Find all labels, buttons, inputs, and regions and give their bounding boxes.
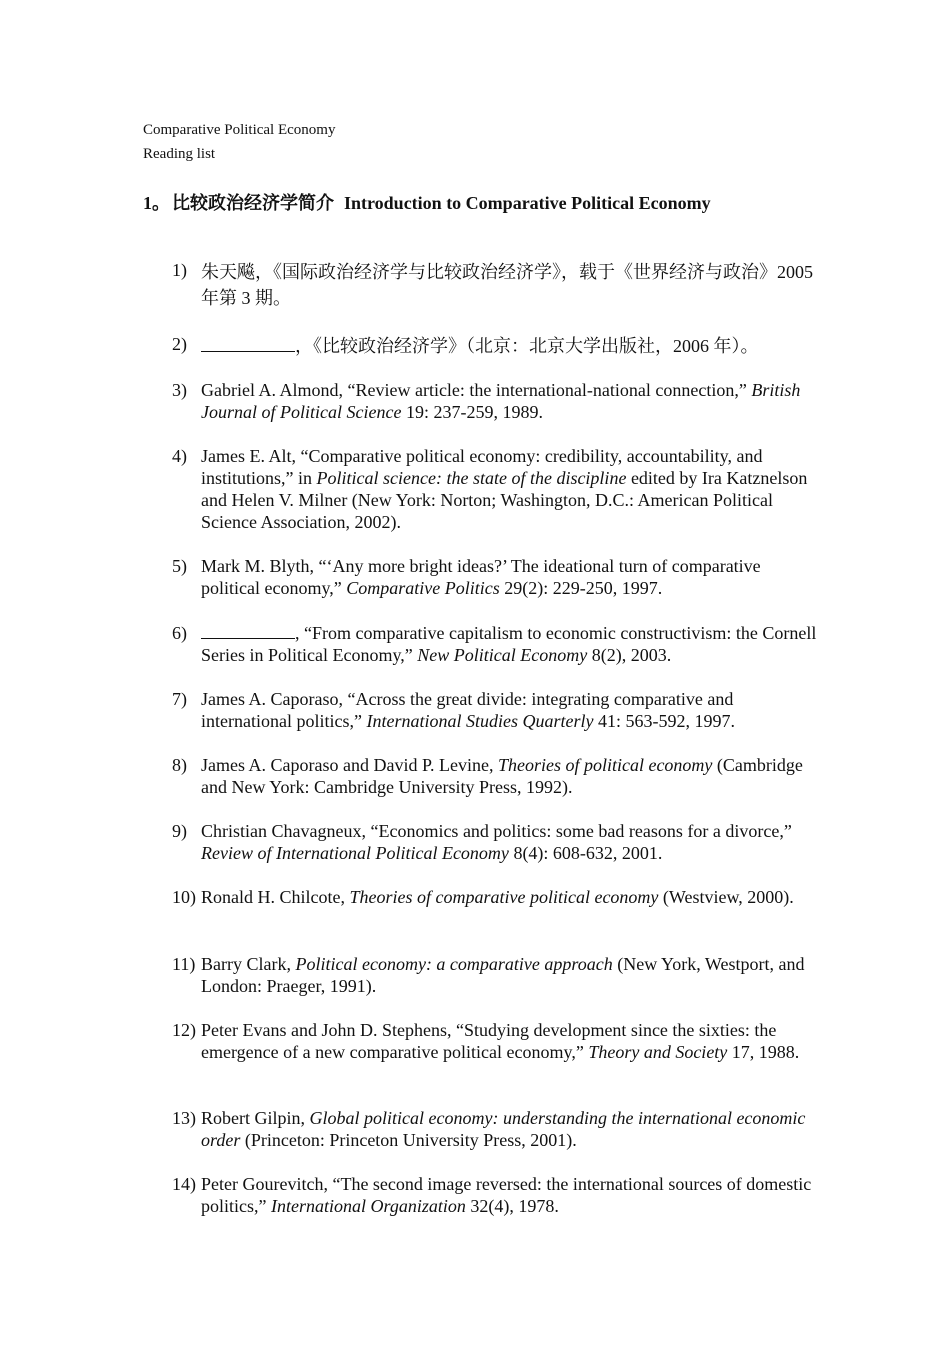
item-source: Theories of political economy (497, 755, 713, 775)
item-number: 7) (172, 689, 187, 709)
list-item (172, 886, 822, 908)
item-text-tail: edited by Ira Katznelson and Helen V. Milner (New York: Norton; Washington, D.C.: American Political Science Association, 2002). (201, 468, 808, 532)
list-item (172, 953, 822, 997)
item-text-tail: 8(2), 2003. (587, 645, 672, 665)
author-blank-line (201, 336, 295, 352)
item-text: Barry Clark, (201, 954, 296, 974)
section-number: 1。 (143, 193, 170, 213)
item-source: Political economy: a comparative approach (295, 954, 613, 974)
item-text: Christian Chavagneux, “Economics and politics: some bad reasons for a divorce,” (201, 821, 792, 841)
list-item (172, 1019, 822, 1063)
item-number: 11) (172, 954, 196, 974)
item-source: Review of International Political Economy (201, 843, 509, 863)
item-source: New Political Economy (417, 645, 588, 665)
course-title: Comparative Political Economy (143, 122, 336, 138)
list-item (172, 688, 822, 732)
item-body (201, 1019, 822, 1063)
item-body (201, 1173, 822, 1217)
list-item (172, 259, 822, 311)
item-number: 14) (172, 1174, 196, 1194)
list-subtitle: Reading list (143, 146, 216, 162)
item-text-tail: (Cambridge and New York: Cambridge University Press, 1992). (201, 755, 803, 797)
list-item (172, 622, 822, 666)
item-source: Theories of comparative political economy (349, 887, 659, 907)
item-text-tail: (New York, Westport, and London: Praeger, 1991). (201, 954, 805, 996)
item-text: James A. Caporaso, “Across the great divide: integrating comparative and international politics,” (201, 689, 734, 731)
item-text-tail: 8(4): 608-632, 2001. (508, 843, 663, 863)
author-blank-line (201, 623, 295, 639)
list-item (172, 1173, 822, 1217)
item-number: 8) (172, 755, 187, 775)
item-number: 9) (172, 821, 187, 841)
item-text-tail: (Princeton: Princeton University Press, 2001). (240, 1130, 577, 1150)
item-text-tail: 17, 1988. (727, 1042, 800, 1062)
item-source: Global political economy: understanding the international economic order (201, 1108, 806, 1150)
item-body (201, 886, 822, 908)
list-item (172, 555, 822, 599)
item-source: Theory and Society (588, 1042, 728, 1062)
list-item (172, 445, 822, 533)
item-body (201, 688, 822, 732)
item-source: British Journal of Political Science (201, 380, 801, 422)
item-text: Mark M. Blyth, “‘Any more bright ideas?’ The ideational turn of comparative political economy,” (201, 556, 761, 598)
list-item (172, 820, 822, 864)
item-body (201, 754, 822, 798)
item-text-tail: (Westview, 2000). (658, 887, 794, 907)
item-body (201, 379, 822, 423)
item-number: 4) (172, 446, 187, 466)
item-number: 2) (172, 334, 187, 354)
item-text: Peter Evans and John D. Stephens, “Studying development since the sixties: the emergence of a new comparative political economy,” (201, 1020, 777, 1062)
item-body (201, 1107, 822, 1151)
list-item (172, 333, 822, 359)
item-text: ，《比较政治经济学》（北京：北京大学出版社，2006 年）。 (295, 336, 759, 356)
item-body (201, 622, 822, 666)
section-title-zh: 比较政治经济学简介 (172, 193, 334, 213)
item-source: International Organization (271, 1196, 466, 1216)
item-number: 3) (172, 380, 187, 400)
section-title-en: Introduction to Comparative Political Economy (344, 193, 711, 213)
item-text: Robert Gilpin, (201, 1108, 310, 1128)
item-body (201, 445, 822, 533)
item-number: 6) (172, 623, 187, 643)
list-item (172, 754, 822, 798)
item-text: James E. Alt, “Comparative political economy: credibility, accountability, and institutions,” in (201, 446, 763, 488)
item-source: Political science: the state of the discipline (316, 468, 627, 488)
item-text: Peter Gourevitch, “The second image reversed: the international sources of domestic politics,” (201, 1174, 812, 1216)
item-text-tail: 29(2): 229-250, 1997. (499, 578, 663, 598)
item-number: 10) (172, 887, 196, 907)
list-item (172, 379, 822, 423)
item-text: 朱天飚，《国际政治经济学与比较政治经济学》，载于《世界经济与政治》2005 年第 3 期。 (201, 262, 813, 308)
item-number: 5) (172, 556, 187, 576)
item-body (201, 333, 822, 359)
item-text-tail: 32(4), 1978. (465, 1196, 559, 1216)
item-text: James A. Caporaso and David P. Levine, (201, 755, 498, 775)
item-text: , “From comparative capitalism to economic constructivism: the Cornell Series in Political Economy,” (201, 623, 817, 665)
item-body (201, 953, 822, 997)
item-text-tail: 19: 237-259, 1989. (401, 402, 543, 422)
item-source: International Studies Quarterly (366, 711, 594, 731)
item-text: Gabriel A. Almond, “Review article: the international-national connection,” (201, 380, 752, 400)
item-number: 12) (172, 1020, 196, 1040)
document-header (143, 118, 335, 166)
item-number: 13) (172, 1108, 196, 1128)
item-body (201, 820, 822, 864)
item-body (201, 555, 822, 599)
item-text: Ronald H. Chilcote, (201, 887, 350, 907)
list-item (172, 1107, 822, 1151)
item-source: Comparative Politics (346, 578, 500, 598)
item-text-tail: 41: 563-592, 1997. (593, 711, 735, 731)
section-heading (143, 190, 711, 216)
item-number: 1) (172, 260, 187, 280)
